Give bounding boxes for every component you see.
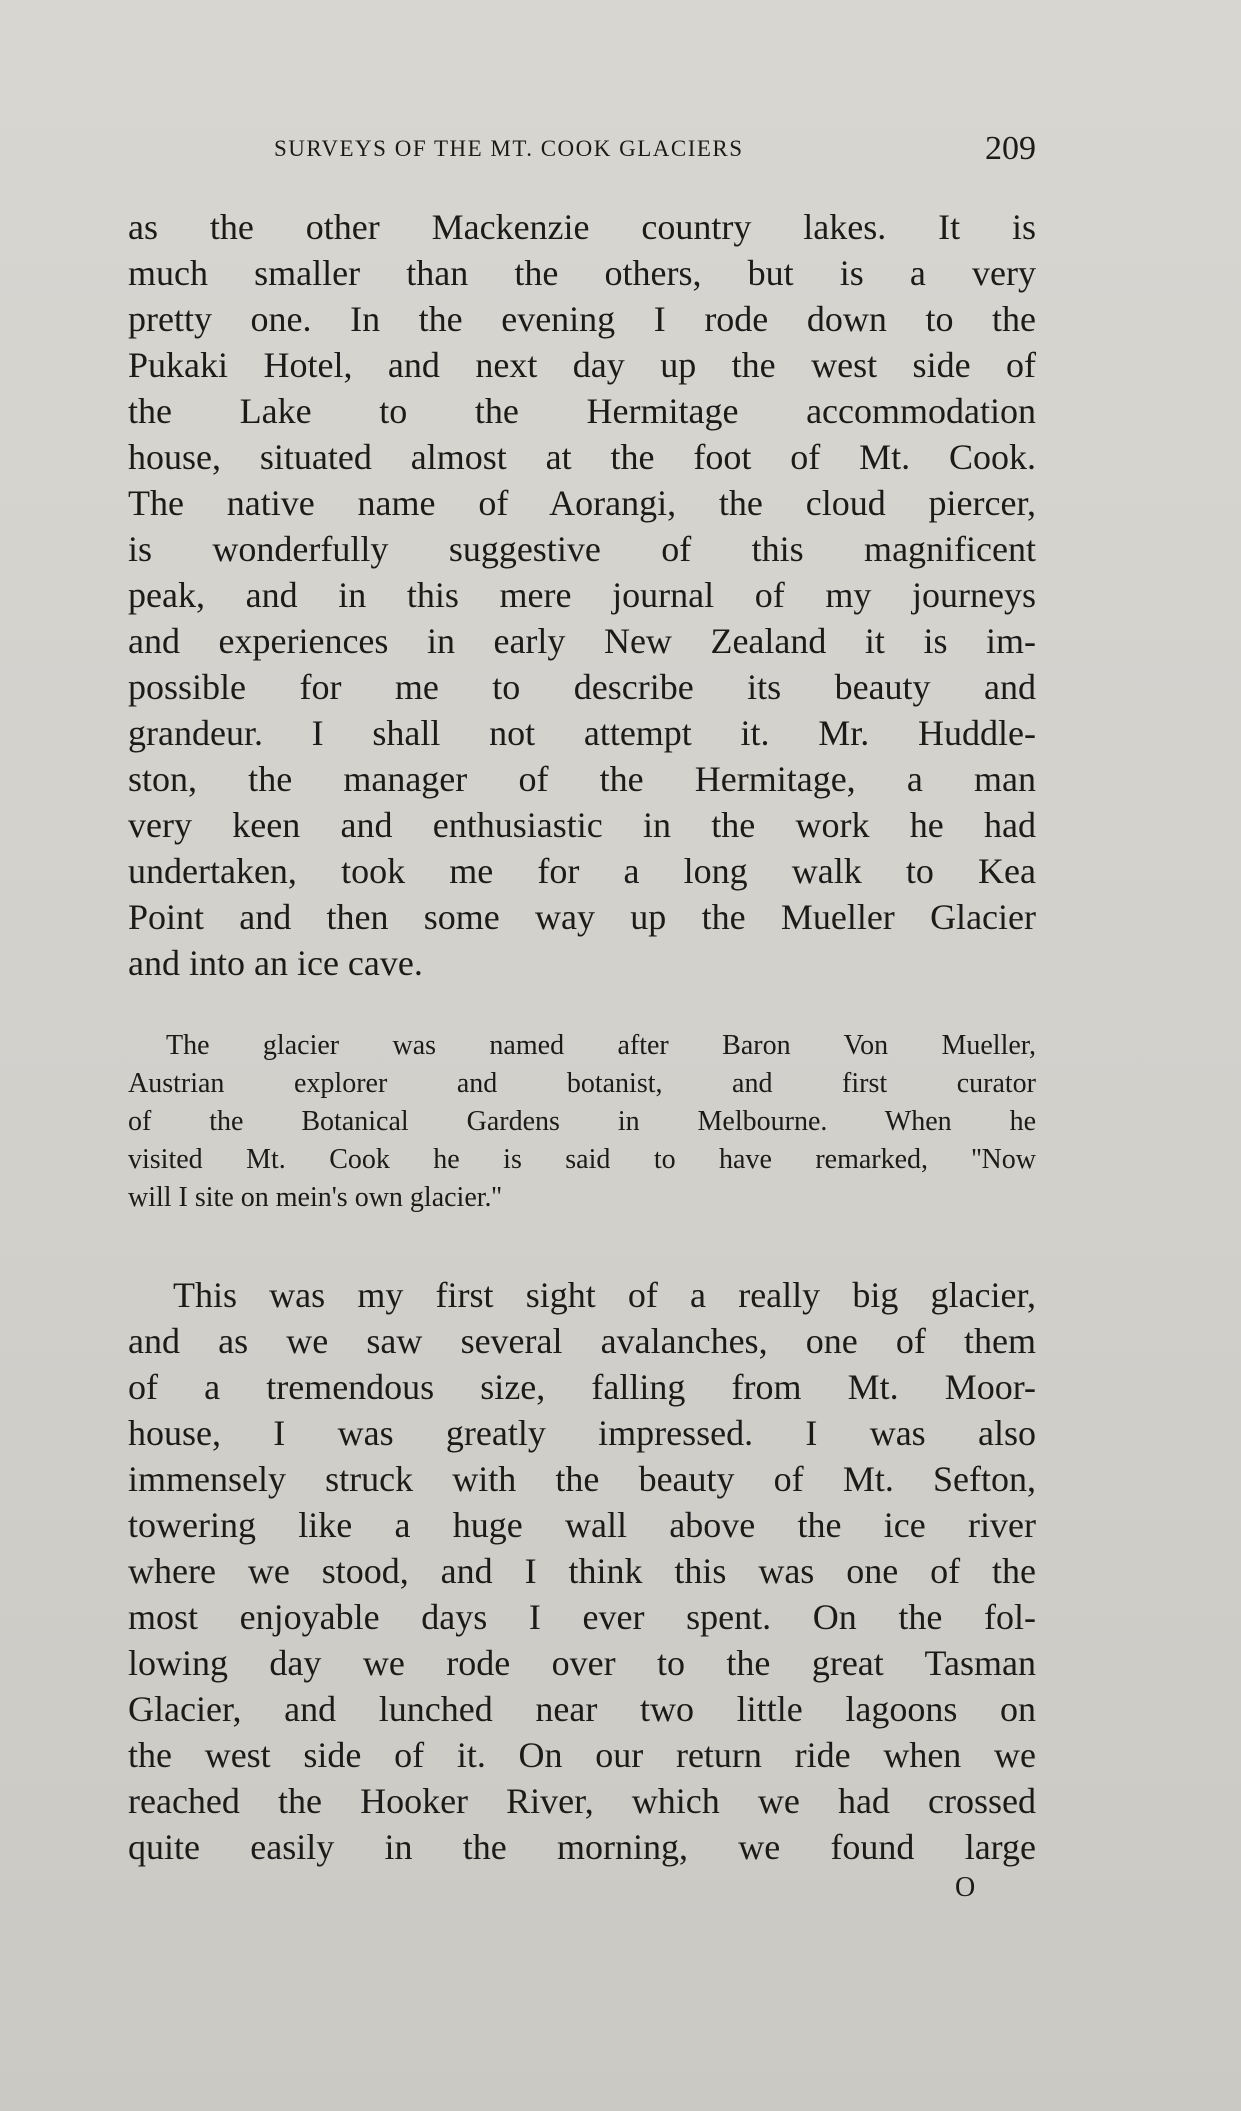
note-line: The glacier was named after Baron Von Mueller, bbox=[166, 1030, 1036, 1061]
text-line: Pukaki Hotel, and next day up the west side of bbox=[128, 345, 1036, 385]
text-line: and as we saw several avalanches, one of them bbox=[128, 1321, 1036, 1361]
text-line: the Lake to the Hermitage accommodation bbox=[128, 391, 1036, 431]
note-line: will I site on mein's own glacier.'' bbox=[128, 1182, 502, 1213]
text-line: possible for me to describe its beauty and bbox=[128, 667, 1036, 707]
text-line: quite easily in the morning, we found large bbox=[128, 1827, 1036, 1867]
text-line: as the other Mackenzie country lakes. It is bbox=[128, 207, 1036, 247]
signature-mark: O bbox=[955, 1872, 976, 1903]
text-line: ston, the manager of the Hermitage, a man bbox=[128, 759, 1036, 799]
text-line: pretty one. In the evening I rode down to the bbox=[128, 299, 1036, 339]
text-line: reached the Hooker River, which we had crossed bbox=[128, 1781, 1036, 1821]
text-line: undertaken, took me for a long walk to Kea bbox=[128, 851, 1036, 891]
paragraph-2 bbox=[128, 1272, 1036, 1870]
running-title: SURVEYS OF THE MT. COOK GLACIERS bbox=[274, 136, 744, 161]
running-head bbox=[128, 130, 1036, 166]
text-line: and experiences in early New Zealand it is im- bbox=[128, 621, 1036, 661]
text-line: house, situated almost at the foot of Mt. Cook. bbox=[128, 437, 1036, 477]
paragraph-1 bbox=[128, 204, 1036, 986]
page-number: 209 bbox=[985, 130, 1036, 167]
note-line: Austrian explorer and botanist, and first curator bbox=[128, 1068, 1036, 1099]
text-line: of a tremendous size, falling from Mt. Moor- bbox=[128, 1367, 1036, 1407]
text-line: house, I was greatly impressed. I was also bbox=[128, 1413, 1036, 1453]
text-line: Glacier, and lunched near two little lagoons on bbox=[128, 1689, 1036, 1729]
text-line: towering like a huge wall above the ice river bbox=[128, 1505, 1036, 1545]
text-line: peak, and in this mere journal of my journeys bbox=[128, 575, 1036, 615]
glacier-note bbox=[128, 1027, 1036, 1217]
text-line: Point and then some way up the Mueller Glacier bbox=[128, 897, 1036, 937]
text-line: much smaller than the others, but is a very bbox=[128, 253, 1036, 293]
text-line: lowing day we rode over to the great Tasman bbox=[128, 1643, 1036, 1683]
text-line: very keen and enthusiastic in the work he had bbox=[128, 805, 1036, 845]
text-line: immensely struck with the beauty of Mt. Sefton, bbox=[128, 1459, 1036, 1499]
text-line: is wonderfully suggestive of this magnificent bbox=[128, 529, 1036, 569]
text-line: most enjoyable days I ever spent. On the fol- bbox=[128, 1597, 1036, 1637]
text-line: grandeur. I shall not attempt it. Mr. Huddle- bbox=[128, 713, 1036, 753]
text-line: and into an ice cave. bbox=[128, 943, 423, 983]
text-line: The native name of Aorangi, the cloud piercer, bbox=[128, 483, 1036, 523]
text-line: This was my first sight of a really big glacier, bbox=[173, 1275, 1036, 1315]
note-line: of the Botanical Gardens in Melbourne. When he bbox=[128, 1106, 1036, 1137]
note-line: visited Mt. Cook he is said to have remarked, ''Now bbox=[128, 1144, 1036, 1175]
text-line: the west side of it. On our return ride when we bbox=[128, 1735, 1036, 1775]
text-line: where we stood, and I think this was one of the bbox=[128, 1551, 1036, 1591]
